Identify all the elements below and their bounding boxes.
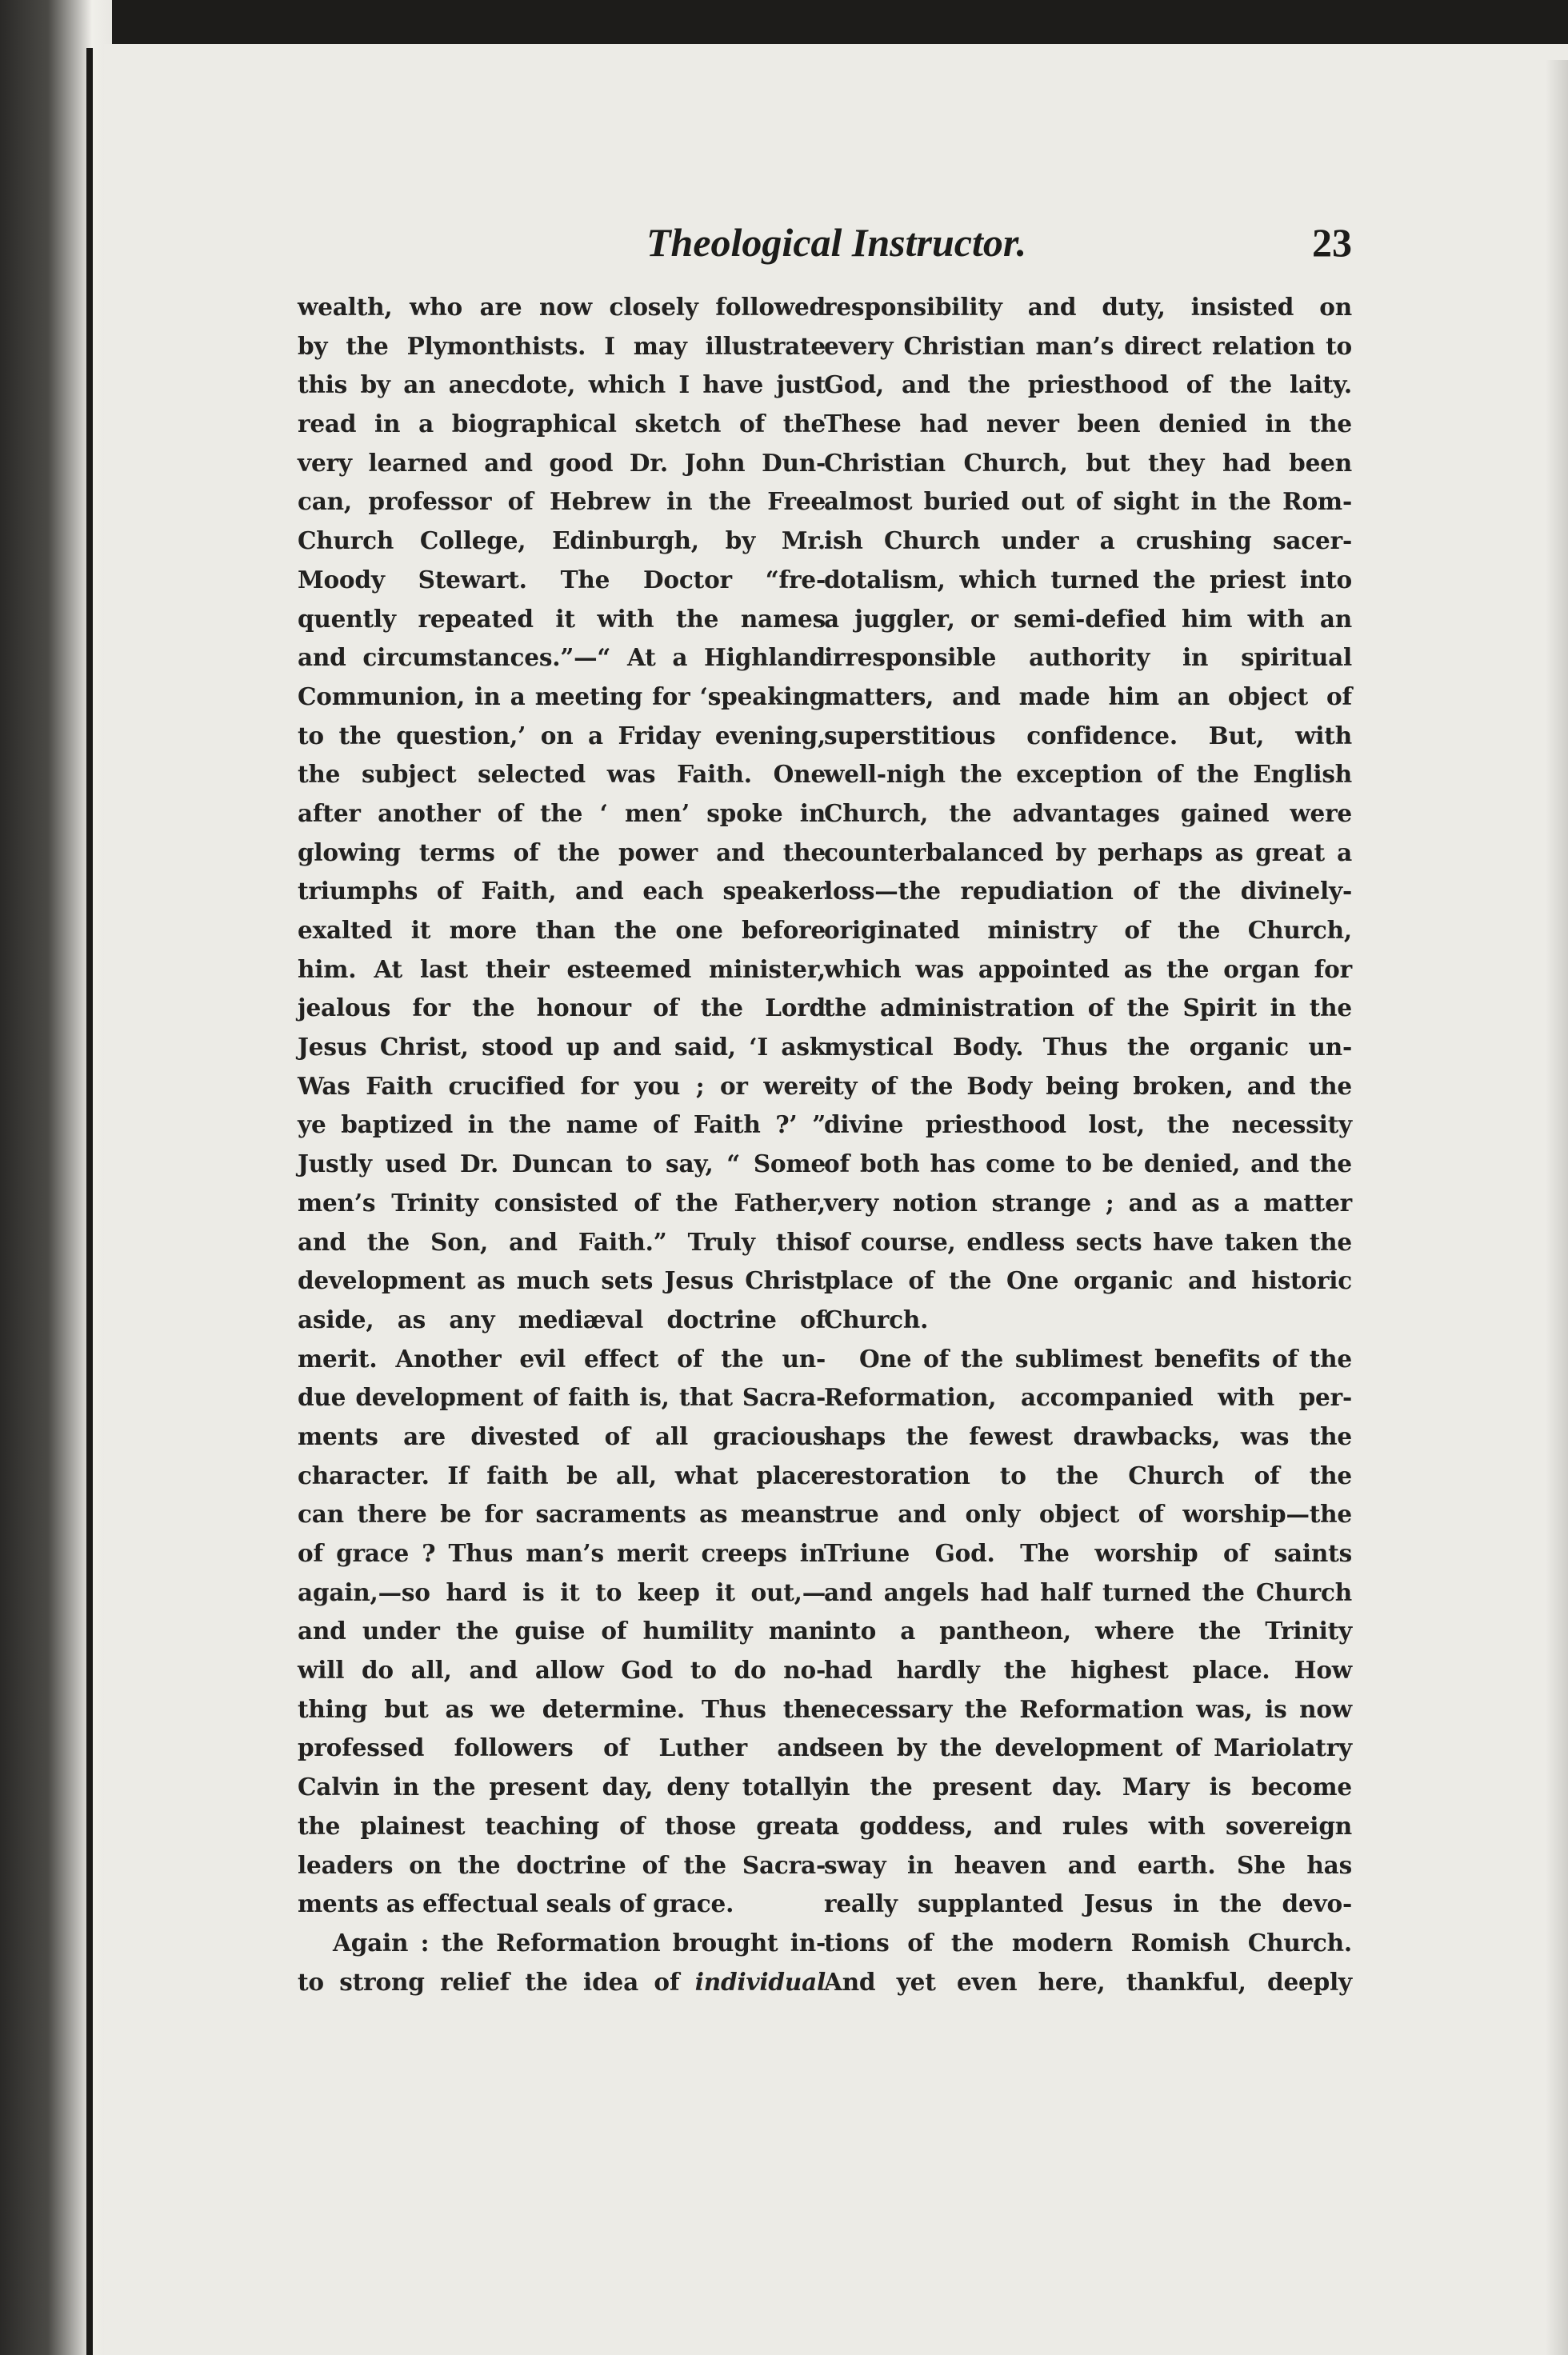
text-line: Communion, in a meeting for ‘speaking [298,682,826,710]
text-line: counterbalanced by perhaps as great a [824,838,1352,866]
text-line: originated ministry of the Church, [824,916,1352,944]
text-line: very notion strange ; and as a matter [824,1188,1352,1217]
text-line: mystical Body. Thus the organic un- [824,1033,1352,1062]
italic-word: individual [694,1967,826,1996]
text-line: ments as effectual seals of grace. [298,1889,734,1918]
text-line: loss—the repudiation of the divinely- [824,877,1352,906]
text-line: restoration to the Church of the [824,1461,1352,1489]
text-line: well-nigh the exception of the English [824,760,1352,789]
text-line: triumphs of Faith, and each speaker [298,877,826,906]
text-line: superstitious confidence. But, with [824,721,1352,750]
text-line: which was appointed as the organ for [824,954,1352,983]
text-line: leaders on the doctrine of the Sacra- [298,1850,826,1879]
text-line: Justly used Dr. Duncan to say, “ Some [298,1150,826,1178]
text-line: character. If faith be all, what place [298,1461,826,1489]
text-line: this by an anecdote, which I have just [298,370,826,399]
text-line: can, professor of Hebrew in the Free [298,487,826,516]
text-line: glowing terms of the power and the [298,838,826,866]
text-line: responsibility and duty, insisted on [824,293,1352,321]
text-line: Church College, Edinburgh, by Mr. [298,526,826,555]
text-line: true and only object of worship—the [824,1500,1352,1529]
left-text-column [298,288,826,2001]
text-line: the plainest teaching of those great [298,1811,826,1840]
text-line: ye baptized in the name of Faith ?’ ” [298,1110,826,1139]
text-line: almost buried out of sight in the Rom- [824,487,1352,516]
text-line: a juggler, or semi-defied him with an [824,604,1352,633]
right-text-column [824,288,1352,2001]
text-line: divine priesthood lost, the necessity [824,1110,1352,1139]
text-line: in the present day. Mary is become [824,1773,1352,1801]
text-line: tions of the modern Romish Church. [824,1928,1352,1957]
text-line: irresponsible authority in spiritual [824,643,1352,672]
text-line: ity of the Body being broken, and the [824,1071,1352,1100]
text-line: jealous for the honour of the Lord [298,994,826,1022]
text-line [298,1963,826,2002]
text-line: again,—so hard is it to keep it out,— [298,1577,826,1606]
text-line: place of the One organic and historic [824,1266,1352,1295]
text-line: exalted it more than the one before [298,916,826,944]
text-line: of both has come to be denied, and the [824,1150,1352,1178]
text-line: These had never been denied in the [824,410,1352,438]
text-line: men’s Trinity consisted of the Father, [298,1188,826,1217]
text-line: of course, endless sects have taken the [824,1227,1352,1256]
text-line: sway in heaven and earth. She has [824,1850,1352,1879]
text-line: Calvin in the present day, deny totally [298,1773,826,1801]
text-line: quently repeated it with the names [298,604,826,633]
page-number: 23 [1312,220,1352,265]
text-line: One of the sublimest benefits of the [859,1344,1352,1373]
page-header [646,214,1352,275]
text-line: thing but as we determine. Thus the [298,1694,826,1723]
text-line: a goddess, and rules with sovereign [824,1811,1352,1840]
text-line: the administration of the Spirit in the [824,994,1352,1022]
text-line: dotalism, which turned the priest into [824,565,1352,594]
text-line: merit. Another evil effect of the un- [298,1344,826,1373]
text-line: development as much sets Jesus Christ [298,1266,826,1295]
text-line: very learned and good Dr. John Dun- [298,448,826,477]
text-line: and under the guise of humility man [298,1617,826,1645]
binding-shadow-line [86,48,93,2355]
text-line: after another of the ‘ men’ spoke in [298,798,826,827]
text-line: will do all, and allow God to do no- [298,1656,826,1685]
text-line: professed followers of Luther and [298,1733,826,1762]
text-line: ments are divested of all gracious [298,1421,826,1450]
text-line: and angels had half turned the Church [824,1577,1352,1606]
text-line: really supplanted Jesus in the devo- [824,1889,1352,1918]
text-line: Was Faith crucified for you ; or were [298,1071,826,1100]
text-line: And yet even here, thankful, deeply [824,1967,1352,1996]
text-line: and circumstances.”—“ At a Highland [298,643,826,672]
text-line: him. At last their esteemed minister, [298,954,826,983]
text-line: into a pantheon, where the Trinity [824,1617,1352,1645]
running-title: Theological Instructor. [646,220,1027,265]
text-line: to the question,’ on a Friday evening, [298,721,826,750]
text-line: of grace ? Thus man’s merit creeps in [298,1539,826,1567]
text-line: Church, the advantages gained were [824,798,1352,827]
text-line: Triune God. The worship of saints [824,1539,1352,1567]
text-line: due development of faith is, that Sacra- [298,1383,826,1412]
text-line: wealth, who are now closely followed [298,293,826,321]
text-line: Church. [824,1305,929,1333]
text-line: every Christian man’s direct relation to [824,331,1352,360]
text-line: Reformation, accompanied with per- [824,1383,1352,1412]
text-line: Again : the Reformation brought in- [333,1928,826,1957]
text-line: can there be for sacraments as means [298,1500,826,1529]
text-line: matters, and made him an object of [824,682,1352,710]
text-line: seen by the development of Mariolatry [824,1733,1352,1762]
text-line-segment: to strong relief the idea of [298,1967,680,1996]
text-line: haps the fewest drawbacks, was the [824,1421,1352,1450]
text-line: God, and the priesthood of the laity. [824,370,1352,399]
text-line: had hardly the highest place. How [824,1656,1352,1685]
page-edge-shadow [1546,60,1568,2355]
text-line: necessary the Reformation was, is now [824,1694,1352,1723]
text-line: the subject selected was Faith. One [298,760,826,789]
text-line: read in a biographical sketch of the [298,410,826,438]
text-line: and the Son, and Faith.” Truly this [298,1227,826,1256]
book-binding [0,0,112,2355]
text-line: Moody Stewart. The Doctor “fre- [298,565,826,594]
text-line: Jesus Christ, stood up and said, ‘I ask [298,1033,826,1062]
text-line: by the Plymonthists. I may illustrate [298,331,826,360]
text-line: Christian Church, but they had been [824,448,1352,477]
text-line: ish Church under a crushing sacer- [824,526,1352,555]
text-line: aside, as any mediæval doctrine of [298,1305,826,1333]
